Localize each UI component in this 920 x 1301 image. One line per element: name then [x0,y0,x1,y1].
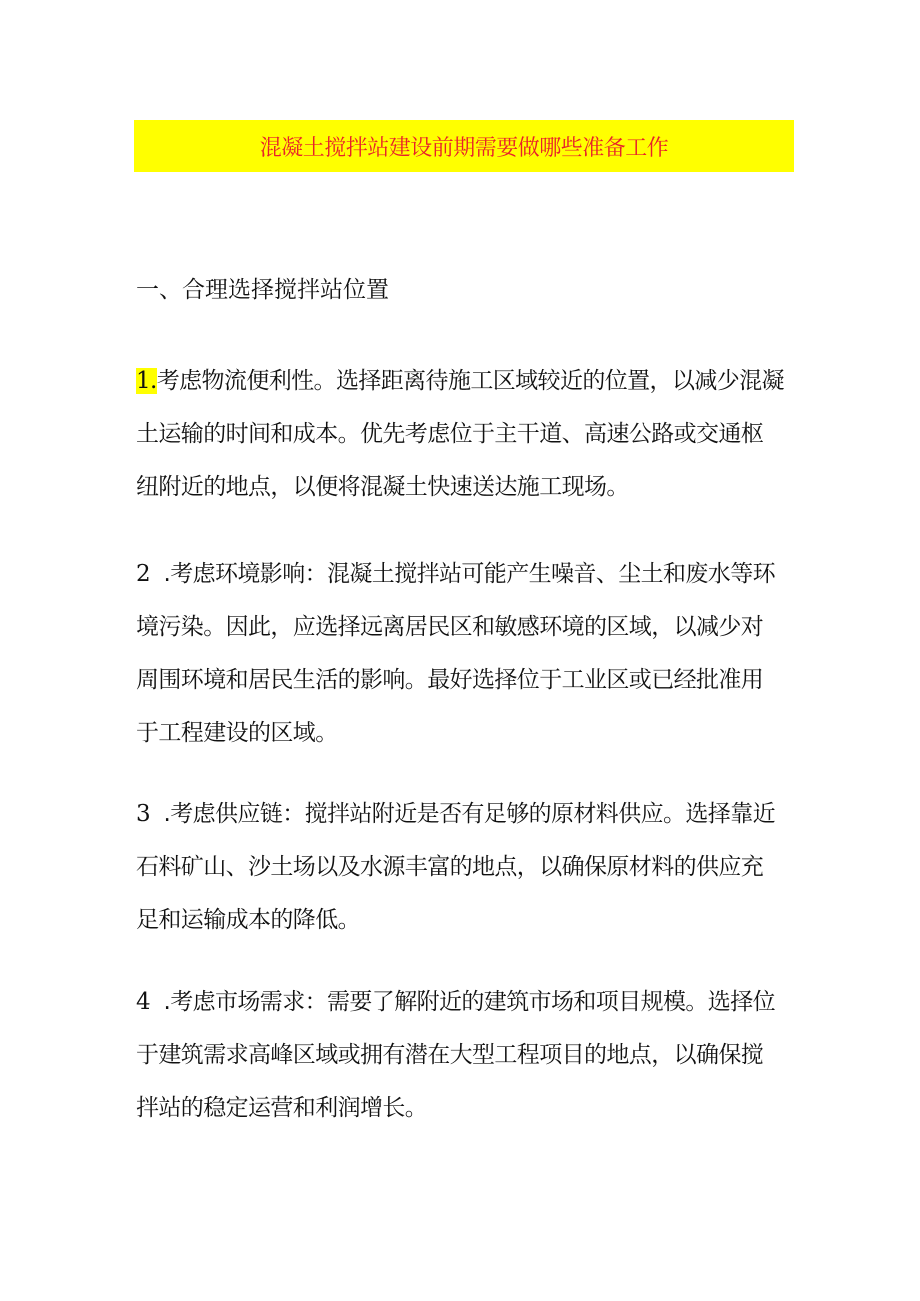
paragraph-number: 3 [136,801,151,827]
paragraph-line: 石料矿山、沙土场以及水源丰富的地点，以确保原材料的供应充 [136,854,764,880]
paragraph-line: 纽附近的地点，以便将混凝土快速送达施工现场。 [136,474,629,500]
paragraph-line: 周围环境和居民生活的影响。最好选择位于工业区或已经批准用 [136,667,764,693]
paragraph-text: .考虑供应链：搅拌站附近是否有足够的原材料供应。选择靠近 [163,801,775,827]
title-banner [134,120,794,172]
paragraph-text: .考虑市场需求：需要了解附近的建筑市场和项目规模。选择位 [163,989,775,1015]
paragraph-number: 4 [136,989,151,1015]
paragraph-text: 考虑物流便利性。选择距离待施工区域较近的位置，以减少混凝 [156,368,784,394]
paragraph-line: 于建筑需求高峰区域或拥有潜在大型工程项目的地点，以确保搅 [136,1042,764,1068]
paragraph-line: 土运输的时间和成本。优先考虑位于主干道、高速公路或交通枢 [136,421,764,447]
paragraph-line: 于工程建设的区域。 [136,720,338,746]
paragraph-line [136,355,792,408]
paragraph-line [136,548,792,601]
paragraph-1 [136,355,792,514]
paragraph-line: 境污染。因此，应选择远离居民区和敏感环境的区域，以减少对 [136,614,764,640]
document-title: 混凝土搅拌站建设前期需要做哪些准备工作 [259,135,669,161]
paragraph-text: .考虑环境影响：混凝土搅拌站可能产生噪音、尘土和废水等环 [163,561,775,587]
paragraph-line [136,976,792,1029]
section-heading: 一、合理选择搅拌站位置 [136,277,389,303]
paragraph-4 [136,976,792,1135]
paragraph-line: 足和运输成本的降低。 [136,907,361,933]
paragraph-line: 拌站的稳定运营和利润增长。 [136,1095,428,1121]
paragraph-number: 2 [136,561,151,587]
paragraph-number-highlighted: 1. [136,368,157,394]
paragraph-line [136,788,792,841]
paragraph-3 [136,788,792,947]
paragraph-2 [136,548,792,760]
